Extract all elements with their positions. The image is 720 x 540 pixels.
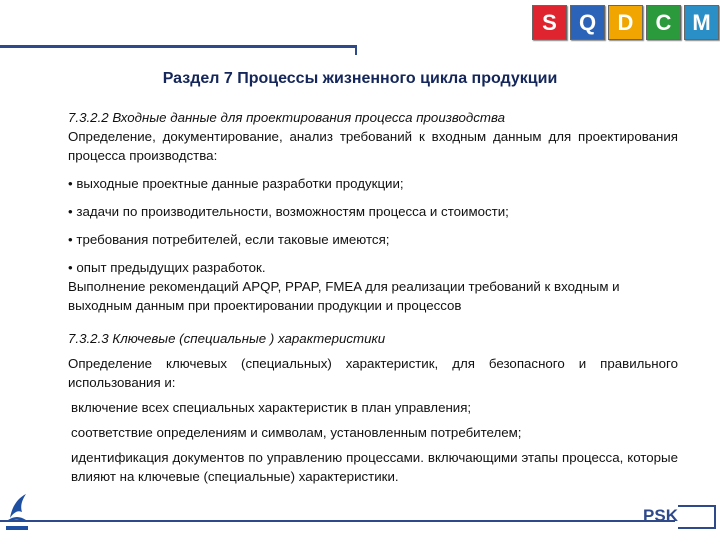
- sqdcm-logo: [532, 5, 719, 40]
- bullet-item: • опыт предыдущих разработок.: [68, 260, 266, 275]
- section-7323-heading: 7.3.2.3 Ключевые (специальные ) характеристики: [68, 331, 386, 346]
- psk-logo-frame: [678, 505, 716, 529]
- page-title: Раздел 7 Процессы жизненного цикла продукции: [162, 70, 558, 87]
- psk-logo: PSK: [643, 506, 678, 525]
- section-7322-note: Выполнение рекомендаций APQP, PPAP, FMEA для реализации требований к входным и выходным данным при проектировании продукции и процессов: [68, 279, 620, 313]
- logo-letter-d: D: [608, 5, 643, 40]
- bullet-item: • задачи по производительности, возможностям процесса и стоимости;: [68, 204, 509, 219]
- section-7323-intro: Определение ключевых (специальных) характеристик, для безопасного и правильного использования и:: [68, 356, 678, 390]
- logo-letter-m: M: [684, 5, 719, 40]
- logo-letter-c: C: [646, 5, 681, 40]
- list-item: соответствие определениям и символам, установленным потребителем;: [71, 425, 522, 440]
- section-7322-intro: Определение, документирование, анализ требований к входным данным для проектирования процесса производства:: [68, 129, 678, 163]
- header-rule: [0, 45, 355, 48]
- logo-letter-q: Q: [570, 5, 605, 40]
- kamaz-logo-icon: [4, 492, 30, 532]
- slide-content: [68, 108, 678, 486]
- bullet-item: • требования потребителей, если таковые имеются;: [68, 232, 390, 247]
- footer-rule: [0, 520, 675, 522]
- list-item: идентификация документов по управлению процессами. включающими этапы процесса, которые влияют на ключевые (специальные) характеристики.: [71, 450, 678, 484]
- bullet-item: • выходные проектные данные разработки продукции;: [68, 176, 404, 191]
- logo-letter-s: S: [532, 5, 567, 40]
- header-rule-end: [355, 45, 357, 55]
- section-7322-heading: 7.3.2.2 Входные данные для проектирования процесса производства: [68, 110, 506, 125]
- list-item: включение всех специальных характеристик в план управления;: [71, 400, 472, 415]
